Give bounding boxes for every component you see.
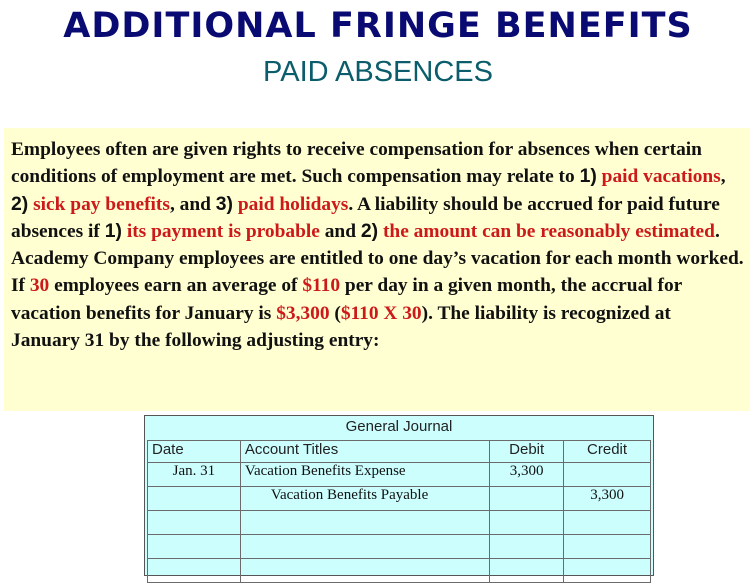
cell-date xyxy=(148,511,241,535)
cell-date: Jan. 31 xyxy=(148,463,241,487)
highlight-paid-holidays: paid holidays xyxy=(237,193,349,215)
journal-row xyxy=(148,511,651,535)
header-debit: Debit xyxy=(490,441,564,463)
cell-date xyxy=(148,487,241,511)
cell-account xyxy=(240,535,489,559)
text-segment: , xyxy=(720,166,726,188)
header-credit: Credit xyxy=(564,441,651,463)
header-date: Date xyxy=(148,441,241,463)
text-segment: . Academy Company employees are entitled to one day’s vacation for each month worked. If xyxy=(11,220,744,297)
list-number: 1) xyxy=(579,165,597,188)
list-number: 2) xyxy=(11,192,29,215)
cell-debit xyxy=(490,535,564,559)
list-number: 2) xyxy=(360,219,379,242)
text-segment: , and xyxy=(169,193,216,215)
text-segment: employees earn an average of xyxy=(49,275,303,297)
cell-debit: 3,300 xyxy=(490,463,564,487)
cell-credit xyxy=(564,559,651,583)
cell-credit xyxy=(564,535,651,559)
cell-credit xyxy=(564,463,651,487)
journal-table xyxy=(147,440,651,583)
cell-account xyxy=(240,559,489,583)
cell-debit xyxy=(490,511,564,535)
journal-row xyxy=(148,487,651,511)
highlight-paid-vacations: paid vacations xyxy=(601,166,721,188)
cell-account xyxy=(240,511,489,535)
cell-date xyxy=(148,559,241,583)
page-title: ADDITIONAL FRINGE BENEFITS xyxy=(63,6,693,46)
cell-account xyxy=(240,487,489,511)
journal-row xyxy=(148,463,651,487)
cell-debit xyxy=(490,487,564,511)
highlight-sick-pay-benefits: sick pay benefits xyxy=(33,193,170,215)
journal-row xyxy=(148,559,651,583)
text-segment: ( xyxy=(329,302,341,324)
text-segment: Employees often are given rights to receive compensation for absences when certain conditions of employment are met. Such compensation may relate to xyxy=(11,139,702,188)
credit-account-label: Vacation Benefits Payable xyxy=(270,487,429,503)
text-segment: . A liability should be accrued for paid future absences if xyxy=(11,193,720,242)
list-number: 1) xyxy=(104,219,122,242)
highlight-accrual-amount: $3,300 xyxy=(276,302,330,324)
cell-date xyxy=(148,535,241,559)
highlight-employee-count: 30 xyxy=(29,275,50,297)
cell-credit: 3,300 xyxy=(564,487,651,511)
header-account-titles: Account Titles xyxy=(240,441,489,463)
highlight-calculation: $110 X 30 xyxy=(340,302,422,324)
explanation-text-box xyxy=(4,128,750,411)
journal-row xyxy=(148,535,651,559)
highlight-amount-estimated: the amount can be reasonably estimated xyxy=(382,220,715,242)
text-segment: per day in a given month, the accrual for vacation benefits for January is xyxy=(11,275,682,324)
journal-header-row xyxy=(148,441,651,463)
highlight-payment-probable: its payment is probable xyxy=(126,220,320,242)
page-subtitle: PAID ABSENCES xyxy=(263,56,493,88)
general-journal xyxy=(144,415,654,576)
list-number: 3) xyxy=(215,192,233,215)
cell-credit xyxy=(564,511,651,535)
journal-title: General Journal xyxy=(345,418,453,435)
text-segment: ). The liability is recognized at January 31 by the following adjusting entry: xyxy=(11,302,671,352)
text-segment: and xyxy=(319,220,361,242)
cell-account: Vacation Benefits Expense xyxy=(240,463,489,487)
highlight-daily-rate: $110 xyxy=(302,275,341,297)
cell-debit xyxy=(490,559,564,583)
